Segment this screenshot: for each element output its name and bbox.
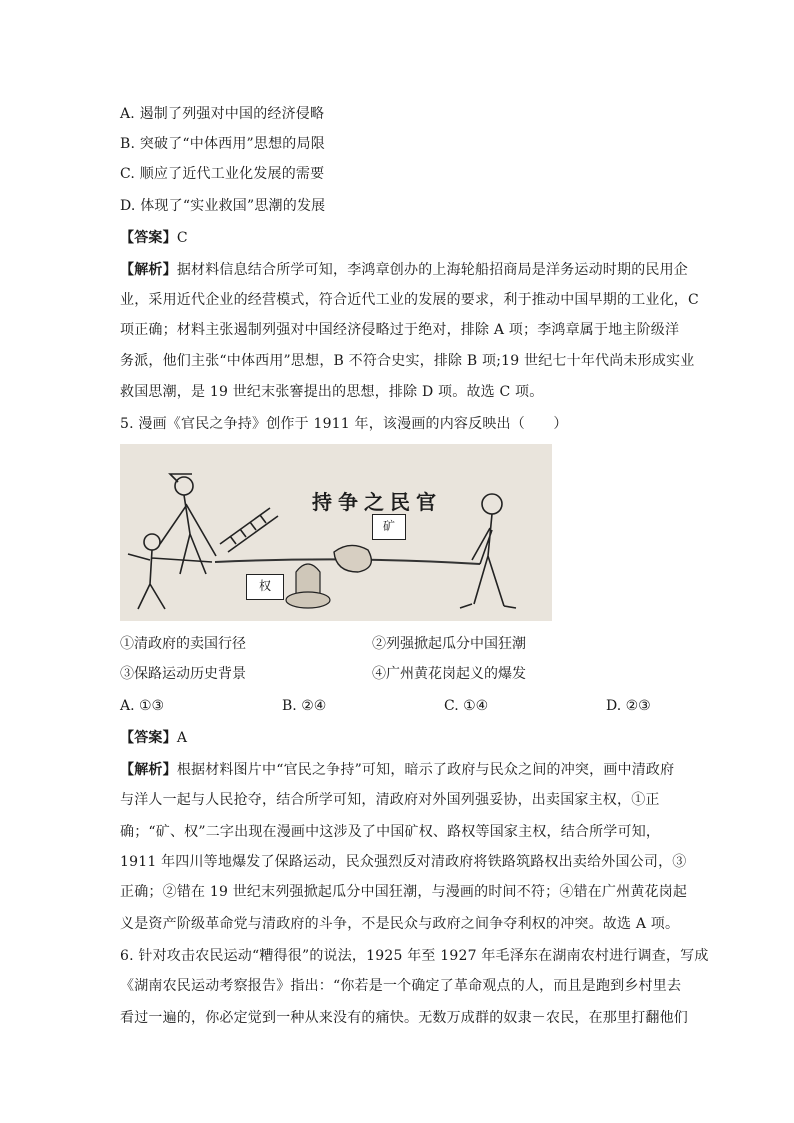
statement-2: ②列强掀起瓜分中国狂潮 — [372, 636, 526, 652]
option-b: B. 突破了“中体西用”思想的局限 — [120, 136, 325, 152]
cartoon-label-mine: 矿 — [372, 514, 406, 540]
q5-analysis-line-1 — [120, 760, 680, 780]
analysis-tag: 【解析】 — [120, 262, 177, 278]
cartoon-label-right: 权 — [246, 574, 284, 600]
q4-analysis-line-1 — [120, 260, 689, 280]
answer-value: A — [176, 730, 188, 746]
q4-analysis-line-2: 业，采用近代企业的经营模式，符合近代工业的发展的要求，利于推动中国早期的工业化，C — [120, 292, 699, 308]
answer-tag: 【答案】 — [120, 230, 177, 246]
statement-4: ④广州黄花岗起义的爆发 — [372, 666, 526, 682]
statement-3: ③保路运动历史背景 — [120, 666, 246, 682]
choice-a: A. ①③ — [120, 698, 165, 714]
option-a: A. 遏制了列强对中国的经济侵略 — [120, 106, 325, 122]
q5-analysis-line-2: 与洋人一起与人民抢夺，结合所学可知，清政府对外国列强妥协，出卖国家主权，①正 — [120, 792, 660, 808]
q5-analysis-line-6: 义是资产阶级革命党与清政府的斗争，不是民众与政府之间争夺利权的冲突。故选 A 项。 — [120, 916, 680, 932]
answer-tag: 【答案】 — [120, 730, 177, 746]
cartoon-image — [120, 444, 552, 621]
choice-b: B. ②④ — [282, 698, 327, 714]
q4-answer — [120, 228, 680, 248]
choice-c: C. ①④ — [444, 698, 489, 714]
q4-analysis-line-3: 项正确；材料主张遏制列强对中国经济侵略过于绝对，排除 A 项；李鸿章属于地主阶级洋 — [120, 322, 680, 338]
analysis-text: 根据材料图片中“官民之争持”可知，暗示了政府与民众之间的冲突，画中清政府 — [176, 762, 675, 778]
q6-line-1: 6. 针对攻击农民运动“糟得很”的说法，1925 年至 1927 年毛泽东在湖南农村进行调查，写成 — [120, 948, 709, 964]
analysis-text: 据材料信息结合所学可知，李鸿章创办的上海轮船招商局是洋务运动时期的民用企 — [176, 262, 689, 278]
q5-answer — [120, 728, 680, 748]
cartoon-drawing — [120, 444, 552, 621]
q4-analysis-line-5: 救国思潮，是 19 世纪末张謇提出的思想，排除 D 项。故选 C 项。 — [120, 384, 544, 400]
q4-analysis-line-4: 务派，他们主张“中体西用”思想，B 不符合史实，排除 B 项;19 世纪七十年代尚未形成实业 — [120, 353, 695, 369]
cartoon-title: 持争之民官 — [312, 490, 442, 514]
q5-analysis-line-4: 1911 年四川等地爆发了保路运动，民众强烈反对清政府将铁路筑路权出卖给外国公司，③ — [120, 854, 687, 870]
analysis-tag: 【解析】 — [120, 762, 177, 778]
answer-value: C — [176, 230, 188, 246]
statement-1: ①清政府的卖国行径 — [120, 636, 246, 652]
q5-stem: 5. 漫画《官民之争持》创作于 1911 年，该漫画的内容反映出（ ） — [120, 416, 568, 432]
q5-analysis-line-3: 确；“矿、权”二字出现在漫画中这涉及了中国矿权、路权等国家主权，结合所学可知， — [120, 824, 661, 840]
q6-line-3: 看过一遍的，你必定觉到一种从来没有的痛快。无数万成群的奴隶－农民，在那里打翻他们 — [120, 1010, 688, 1026]
option-c: C. 顺应了近代工业化发展的需要 — [120, 166, 325, 182]
q5-analysis-line-5: 正确；②错在 19 世纪末列强掀起瓜分中国狂潮，与漫画的时间不符；④错在广州黄花岗起 — [120, 884, 688, 900]
option-d: D. 体现了“实业救国”思潮的发展 — [120, 198, 326, 214]
q6-line-2: 《湖南农民运动考察报告》指出：“你若是一个确定了革命观点的人，而且是跑到乡村里去 — [120, 978, 682, 994]
choice-d: D. ②③ — [606, 698, 651, 714]
